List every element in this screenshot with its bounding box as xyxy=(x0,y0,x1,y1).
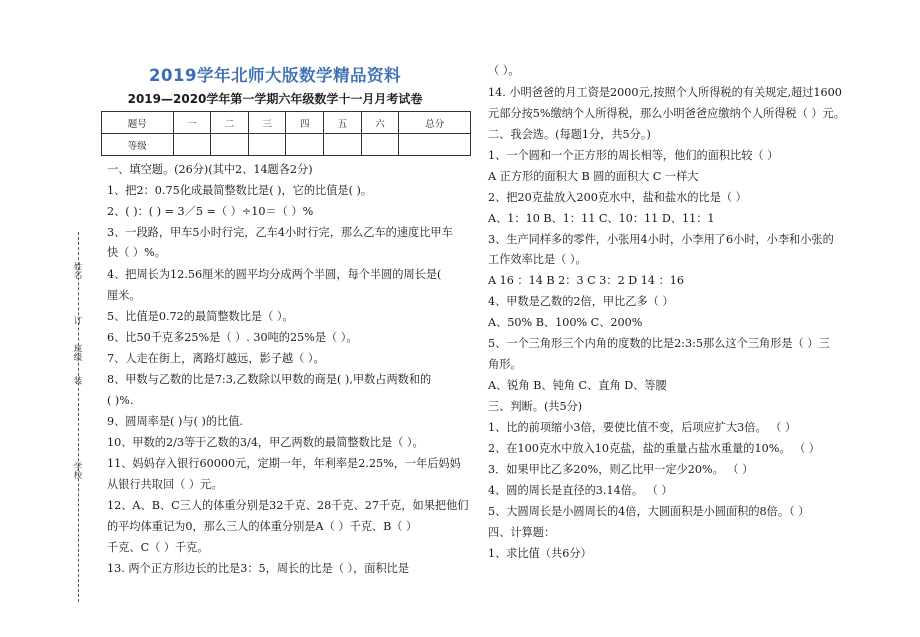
question-line: 2、在100克水中放入10克盐，盐的重量占盐水重量的10%。 （ ） xyxy=(488,442,820,455)
question-line: 9、圆周率是( )与( )的比值. xyxy=(107,415,243,428)
score-table-grade-row xyxy=(102,134,471,156)
section-heading: 四、计算题： xyxy=(488,526,556,539)
question-line: 12、A、B、C三人的体重分别是32千克、28千克、27千克，如果把他们 xyxy=(107,499,469,512)
question-line: 千克、C（ ）千克。 xyxy=(107,541,209,554)
question-line: 从银行共取回（ ）元。 xyxy=(107,478,223,491)
document-header: 2019学年北师大版数学精品资料 xyxy=(149,66,401,85)
question-line: 5、一个三角形三个内角的度数的比是2:3:5那么这个三角形是（ ）三 xyxy=(488,337,830,350)
binding-label-name: 姓名 xyxy=(72,262,82,279)
binding-label-class: 班级 xyxy=(72,344,82,361)
binding-dashed-line xyxy=(78,232,79,602)
grade-cell xyxy=(211,134,249,156)
question-line: 7、人走在街上，离路灯越远，影子越（ ）。 xyxy=(107,352,325,365)
question-line: （ ）。 xyxy=(488,64,520,77)
grade-cell xyxy=(399,134,471,156)
question-line: 4、甲数是乙数的2倍，甲比乙多（ ） xyxy=(488,295,674,308)
option-line: A 16 ：14 B 2：3 C 3：2 D 14 ：16 xyxy=(488,274,684,287)
question-line: 3、生产同样多的零件，小张用4小时，小李用了6小时，小李和小张的 xyxy=(488,233,834,246)
grade-cell xyxy=(324,134,362,156)
grade-cell xyxy=(361,134,399,156)
option-line: A 正方形的面积大 B 圆的面积大 C 一样大 xyxy=(488,170,699,183)
score-header-cell: 五 xyxy=(324,112,362,134)
question-line: 14. 小明爸爸的月工资是2000元,按照个人所得税的有关规定,超过1600 xyxy=(488,86,842,99)
question-line: 8、甲数与乙数的比是7:3,乙数除以甲数的商是( ),甲数占两数和的 xyxy=(107,373,432,386)
question-line: 元部分按5%缴纳个人所得税，那么小明爸爸应缴纳个人所得税（ ）元。 xyxy=(488,107,845,120)
question-line: ( )%. xyxy=(107,394,134,407)
exam-title: 2019—2020学年第一学期六年级数学十一月月考试卷 xyxy=(127,92,423,106)
question-line: 1、一个圆和一个正方形的周长相等，他们的面积比较（ ） xyxy=(488,149,779,162)
section-heading: 三、判断。(共5分) xyxy=(488,400,583,413)
question-line: 1、比的前项缩小3倍，要使比值不变，后项应扩大3倍。 （ ） xyxy=(488,421,797,434)
question-line: 10、甲数的2/3等于乙数的3/4，甲乙两数的最简整数比是（ ）。 xyxy=(107,436,424,449)
question-line: 角形。 xyxy=(488,358,522,371)
score-header-cell: 四 xyxy=(286,112,324,134)
score-header-cell: 一 xyxy=(173,112,211,134)
question-line: 4、把周长为12.56厘米的圆平均分成两个半圆，每个半圆的周长是( xyxy=(107,268,442,281)
score-table xyxy=(101,111,471,156)
question-line: 5、大圆周长是小圆周长的4倍，大圆面积是小圆面积的8倍。（ ） xyxy=(488,505,810,518)
question-line: 3．如果甲比乙多20%，则乙比甲一定少20%。 （ ） xyxy=(488,463,754,476)
binding-label-zhuang: 装 xyxy=(72,376,82,385)
option-line: A、1：10 B、1：11 C、10：11 D、11：1 xyxy=(488,212,715,225)
question-line: 的平均体重记为0，那么三人的体重分别是A（ ）千克、B（ ） xyxy=(107,520,418,533)
question-line: 4、圆的周长是直径的3.14倍。 （ ） xyxy=(488,484,673,497)
binding-label-school: 学校 xyxy=(72,462,82,479)
question-line: 2、把20克盐放入200克水中，盐和盐水的比是（ ） xyxy=(488,191,747,204)
grade-cell xyxy=(286,134,324,156)
binding-label-ding: 订 xyxy=(72,316,82,325)
section-heading: 一、填空题。(26分)(其中2、14题各2分) xyxy=(107,163,313,176)
score-header-cell: 总分 xyxy=(399,112,471,134)
score-header-cell: 六 xyxy=(361,112,399,134)
question-line: 1、把2：0.75化成最简整数比是( )，它的比值是( )。 xyxy=(107,184,373,197)
question-line: 2、( )：( ) = 3／5 =（ ）÷10＝（ ）% xyxy=(107,205,314,218)
question-line: 13. 两个正方形边长的比是3：5，周长的比是（ ），面积比是 xyxy=(107,562,410,575)
question-line: 11、妈妈存入银行60000元，定期一年，年利率是2.25%，一年后妈妈 xyxy=(107,457,461,470)
question-line: 3、一段路，甲车5小时行完，乙车4小时行完，那么乙车的速度比甲车 xyxy=(107,226,453,239)
section-heading: 二、我会选。(每题1分，共5分。) xyxy=(488,128,651,141)
grade-row-label: 等级 xyxy=(102,134,174,156)
question-line: 工作效率比是（ ）。 xyxy=(488,253,587,266)
option-line: A、锐角 B、钝角 C、直角 D、等腰 xyxy=(488,379,667,392)
question-line: 厘米。 xyxy=(107,289,141,302)
question-line: 1、求比值（共6分） xyxy=(488,547,592,560)
grade-cell xyxy=(248,134,286,156)
score-header-cell: 题号 xyxy=(102,112,174,134)
score-header-cell: 二 xyxy=(211,112,249,134)
option-line: A、50% B、100% C、200% xyxy=(488,316,643,329)
question-line: 快（ ）%。 xyxy=(107,246,166,259)
score-table-header-row xyxy=(102,112,471,134)
grade-cell xyxy=(173,134,211,156)
score-header-cell: 三 xyxy=(248,112,286,134)
question-line: 5、比值是0.72的最简整数比是（ ）。 xyxy=(107,310,294,323)
question-line: 6、比50千克多25%是（ ）. 30吨的25%是（ ）。 xyxy=(107,331,358,344)
